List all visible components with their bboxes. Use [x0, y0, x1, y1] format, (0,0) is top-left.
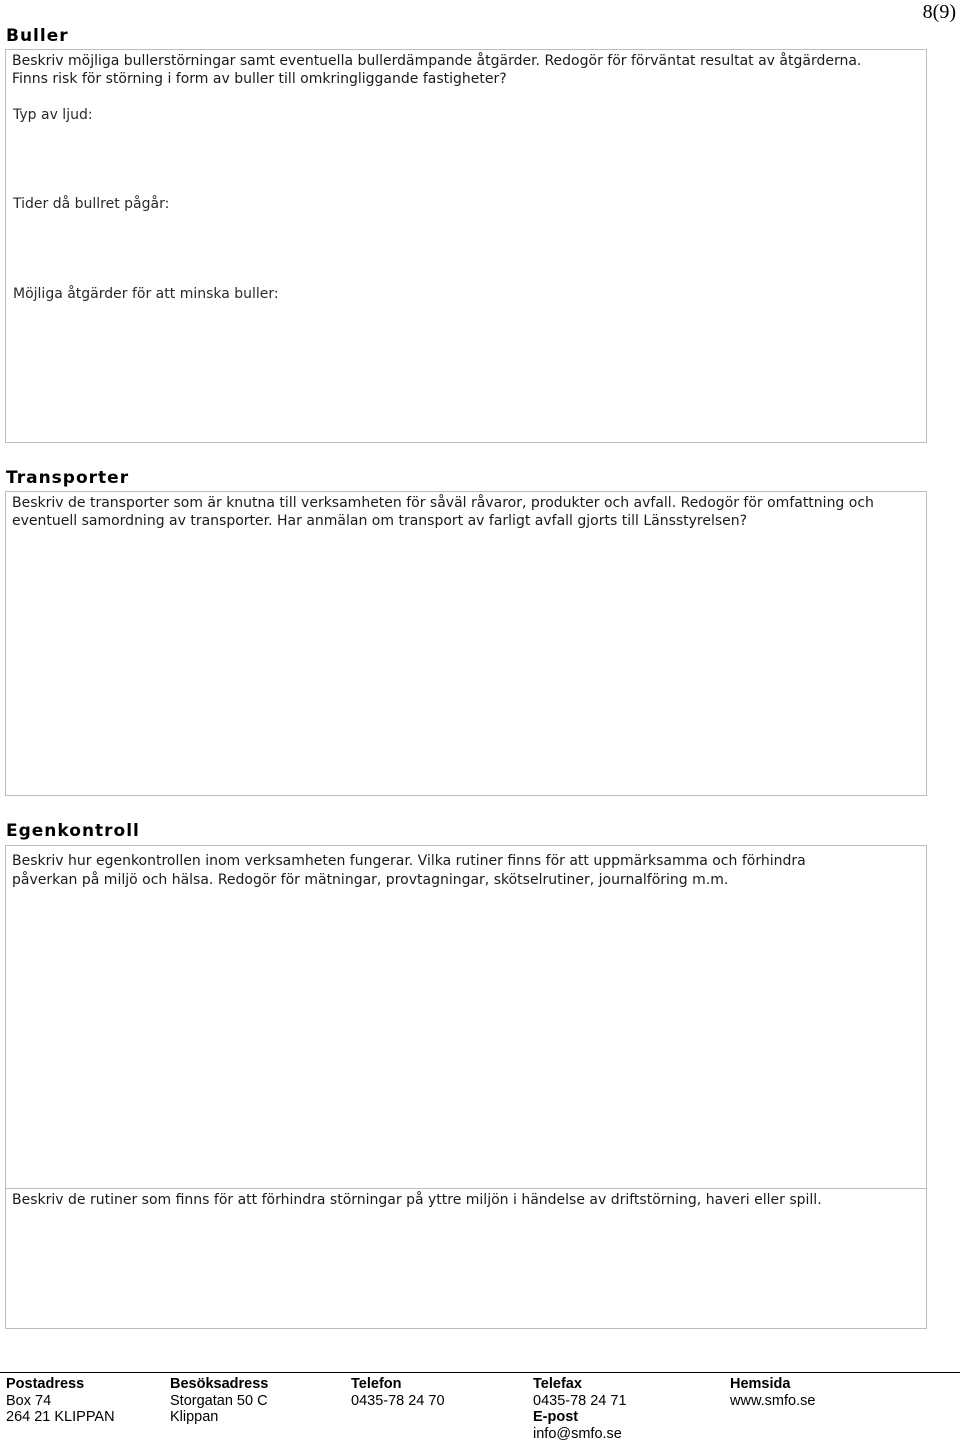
footer-divider: [0, 1372, 960, 1373]
section-heading-egenkontroll: Egenkontroll: [6, 821, 140, 841]
footer-epost-label: E-post: [533, 1409, 579, 1425]
footer-besoksadress-line2: Klippan: [170, 1409, 219, 1425]
egenkontroll-intro-line1: Beskriv hur egenkontrollen inom verksamheten fungerar. Vilka rutiner finns för att uppmärksamma och förhindra: [12, 853, 806, 869]
footer-hemsida-link[interactable]: www.smfo.se: [730, 1392, 816, 1409]
section-heading-buller: Buller: [6, 26, 69, 46]
footer-besoksadress-line1: Storgatan 50 C: [170, 1392, 268, 1409]
transporter-intro-line2: eventuell samordning av transporter. Har anmälan om transport av farligt avfall gjorts till Länsstyrelsen?: [12, 513, 748, 529]
egenkontroll-text-area[interactable]: [5, 845, 927, 1189]
buller-text-area[interactable]: [5, 49, 927, 443]
transporter-intro-line1: Beskriv de transporter som är knutna till verksamheten för såväl råvaror, produkter och avfall. Redogör för omfattning och: [12, 495, 874, 511]
footer-postadress-label: Postadress: [6, 1376, 85, 1392]
storningar-text-area[interactable]: [5, 1188, 927, 1329]
footer-hemsida-label: Hemsida: [730, 1376, 791, 1392]
footer-telefax-label: Telefax: [533, 1376, 582, 1392]
footer-telefon-number: 0435-78 24 70: [351, 1392, 445, 1409]
footer-telefon: [351, 1376, 445, 1409]
transporter-text-area[interactable]: [5, 491, 927, 796]
storningar-text: Beskriv de rutiner som finns för att förhindra störningar på yttre miljön i händelse av driftstörning, haveri eller spill.: [12, 1192, 822, 1208]
buller-intro-line1: Beskriv möjliga bullerstörningar samt eventuella bullerdämpande åtgärder. Redogör för förväntat resultat av åtgärderna.: [12, 53, 862, 69]
page-number: 8(9): [922, 1, 956, 23]
footer-hemsida: [730, 1376, 815, 1409]
footer-telefax-number: 0435-78 24 71: [533, 1392, 627, 1409]
tider-label: Tider då bullret pågår:: [13, 196, 170, 212]
footer-telefon-label: Telefon: [351, 1376, 402, 1392]
footer-postadress-line2: 264 21 KLIPPAN: [6, 1409, 115, 1425]
footer-postadress-line1: Box 74: [6, 1392, 52, 1409]
typ-av-ljud-label: Typ av ljud:: [13, 107, 93, 123]
footer-besoksadress-label: Besöksadress: [170, 1376, 269, 1392]
egenkontroll-intro-line2: påverkan på miljö och hälsa. Redogör för mätningar, provtagningar, skötselrutiner, journalföring m.m.: [12, 872, 729, 888]
section-heading-transporter: Transporter: [6, 468, 130, 488]
footer-epost-link[interactable]: info@smfo.se: [533, 1425, 622, 1442]
footer-besoksadress: [170, 1376, 268, 1426]
atgarder-label: Möjliga åtgärder för att minska buller:: [13, 286, 279, 302]
buller-intro-line2: Finns risk för störning i form av buller till omkringliggande fastigheter?: [12, 71, 507, 87]
footer-telefax: [533, 1376, 627, 1442]
footer-postadress: [6, 1376, 115, 1426]
